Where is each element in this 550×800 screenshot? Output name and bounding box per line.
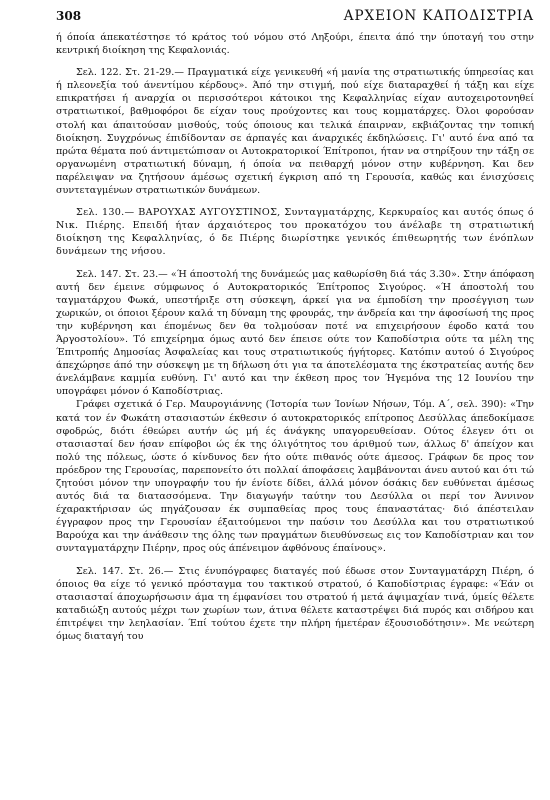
note-p122: Σελ. 122. Στ. 21-29.— Πραγματικά είχε γενικευθή «ή μανία της στρατιωτικής ύπηρεσίας και ή πλεονεξία τού άνεντίμου κέρδους». Άπό την στιγμή, πού είχε διαταραχθεί ή τάξη και είχε επικρατήσει ή αναρχία οι περισσότεροι κάτοικοι της Κεφαλληνίας είχαν αυτοχειροτονηθεί στρατιωτικοί, βαθμοφόροι δε είχαν τους προύχοντες και τους κομματάρχες. Όλοι φορούσαν στολή και άπαιτούσαν μισθούς, τούς όποιους και τελικά έπαιρναν, εκβιάζοντας την τοπική διοίκηση. Συγχρόνως έπιδίδονταν σε άρπαγές και άναρχικές έκδηλώσεις. Γι' αυτό ένα από τα πρώτα θέματα πού άντιμετώπισαν οι Αυτοκρατορικοί Έπίτροποι, ήταν να στηρίξουν την τάξη σε οργανωμένη στρατιωτική δύναμη, ή όποία να πειθαρχή μόνον στην κυβέρνηση. Και δεν παρέλειψαν να ζητήσουν άμέσως σχετική έγκριση από τη Γερουσία, καθώς και ένισχύσεις συντεταγμένων στρατιωτικών δυνάμεων. <box>56 67 534 197</box>
commentary-body <box>56 31 534 643</box>
page-number: 308 <box>56 9 82 23</box>
note-p147-l26: Σελ. 147. Στ. 26.— Στις ένυπόγραφες διαταγές πού έδωσε στον Συνταγματάρχη Πιέρη, ό όποιος θα είχε τό γενικό πρόσταγμα του τακτικού στρατού, ό Καποδίστριας έγραφε: «Έάν οι στασιασταί άποχωρήσωσιν άμα τη έμφανίσει του στρατού ή μετά άψιμαχίαν τινά, ύμείς θέλετε καταδιώξη αυτούς μέχρι των χωρίων των, άτινα θέλετε καταστρέψει διά πυρός και σιδήρου και έπιτρέψει την λεηλασίαν. Έπί τούτου έχετε την πλήρη ήμετέραν έξουσιοδότησιν». Με νεώτερη όμως διαταγή του <box>56 565 534 643</box>
running-header <box>56 8 534 30</box>
note-mavrogiannis-quote: Γράφει σχετικά ό Γερ. Μαυρογιάννης (Ίστορία των Ίονίων Νήσων, Τόμ. Α΄, σελ. 390): «Την κατά τον έν Φωκάτη στασιαστών έκθεσιν ό αυτοκρατορικός επίτροπος Δεσύλλας άπεδοκίμασε σφοδρώς, διότι έθεώρει αυτήν ώς μή ές άνάγκης υπαγορευθείσαν. Ούτος έλεγεν ότι οι στασιασταί δεν ήσαν επίφοβοι ώς έκ της όλιγότητος του άριθμού των, άλλως δ' άπείχον και πολύ της πόλεως, ώστε ό κίνδυνος δεν ήτο ούτε πιθανός ούτε άμεσος. Γράφων δε προς τον πρόεδρον της Γερουσίας, παρεπονείτο ότι πολλαί άποφάσεις λαμβάνονται άνευ αυτού και ότι τώ ζητούσι μόνον την υπογραφήν του ήν ένίοτε δίδει, άλλά μόνον όσάκις δεν ευθύνεται άμέσως αυτός διά τα διατασσόμενα. Την διαγωγήν ταύτην του Δεσύλλα οι περί τον Άννινον έχαρακτήρισαν ώς πηγάζουσαν έκ συμπαθείας προς τους έπαναστάτας· διό άπέστειλαν έγγραφον προς την Γερουσίαν έξαιτούμενοι την παύσιν του Δεσύλλα και του στρατιωτικού Βαρούχα και την άνάθεσιν της όλης των πραγμάτων διευθύνσεως εις τον Καποδίστριαν και τον συνταγματάρχην Πιέρην, προς ούς άπένειμον άφθόνους έπαίνους». <box>56 399 534 555</box>
note-p147-l23: Σελ. 147. Στ. 23.— «Ή άποστολή της δυνάμεώς μας καθωρίσθη διά τάς 3.30». Στην άπόφαση αυτή δεν έμεινε σύμφωνος ό Αυτοκρατορικός Έπίτροπος Σιγούρος. «Ή άποστολή του ταγματάρχου Φωκά, υπεστήριξε στη σύσκεψη, άρκεί για να έμποδίση την προσέγγιση των χωρικών, οι όποιοι ξέρουν καλά τη δύναμη της φρουράς, την άνδρεία και την άφοσίωσή της προς την κυβέρνηση και έπομένως δεν θα τολμούσαν ποτέ να επιχειρήσουν έφοδο κατά του Άργοστολίου». Τό επιχείρημα όμως αυτό δεν έπεισε ούτε τον Καποδίστρια ούτε τα μέλη της Έπιτροπής Δημοσίας Άσφαλείας και τους στρατιωτικούς ήγήτορες. Κατόπιν αυτού ό Σιγούρος άπεχώρησε άπό την σύσκεψη με τη δήλωση ότι για τα άποτελέσματα της έκστρατείας αυτής δεν άνελάμβανε καμμία ευθύνη. Γι' αυτό και την έκθεση προς τον Ήγεμόνα της 12 Ιουνίου την υπογράφει μόνον ό Καποδίστριας. <box>56 268 534 398</box>
running-title: ΑΡΧΕΙΟΝ ΚΑΠΟΔΙΣΤΡΙΑ <box>343 8 534 24</box>
paragraph-continuation: ή όποία άπεκατέστησε τό κράτος τού νόμου στό Ληξούρι, έπειτα άπό την ύποταγή του στην κεντρική διοίκηση της Κεφαλονιάς. <box>56 32 534 57</box>
note-p130: Σελ. 130.— ΒΑΡΟΥΧΑΣ ΑΥΓΟΥΣΤΙΝΟΣ, Συνταγματάρχης, Κερκυραίος και αυτός όπως ό Νικ. Πιέρης. Επειδή ήταν άρχαιότερος του προκατόχου του άνέλαβε τη στρατιωτική διοίκηση της Κεφαλληνίας, ό δε Πιέρης διωρίστηκε γενικός έπιθεωρητής των ένόπλων δυνάμεων της νήσου. <box>56 207 534 258</box>
